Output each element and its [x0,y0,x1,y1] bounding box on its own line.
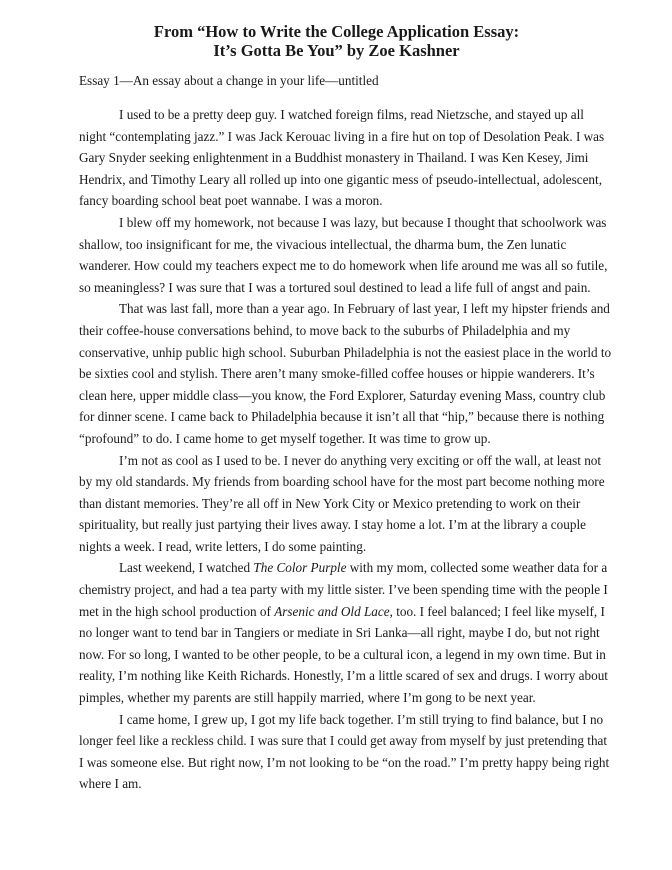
essay-label: Essay 1—An essay about a change in your life—untitled [79,73,379,88]
paragraph-5-part-2: with my mom, collected some weather data for a chemistry project, and had a tea party with my little sister. I’ve been spending time with the people I met in the high school production of [79,560,608,619]
title-line-2: It’s Gotta Be You” by Zoe Kashner [213,41,460,60]
paragraph-2: I blew off my homework, not because I was lazy, but because I thought that schoolwork was shallow, too insignificant for me, the vivacious intellectual, the dharma bum, the Zen lunatic wanderer. How could my teachers expect me to do homework when life around me was all so futile, so meaningless? I was sure that I was a tortured soul destined to lead a life full of angst and pain. [79,214,608,295]
paragraph-6: I came home, I grew up, I got my life back together. I’m still trying to find balance, but I no longer feel like a reckless child. I was sure that I could get away from myself by just pretending that I was someone else. But right now, I’m not looking to be “on the road.” I’m pretty happy being right where I am. [79,711,610,792]
paragraph-5 [79,557,612,708]
essay-body [79,104,612,795]
paragraph-4: I’m not as cool as I used to be. I never do anything very exciting or off the wall, at least not by my old standards. My friends from boarding school have for the most part become nothing more than distant memories. They’re all off in New York City or Mexico pretending to work on their spirituality, but really just partying their lives away. I stay home a lot. I’m at the library a couple nights a week. I read, write letters, I do some painting. [79,452,605,554]
title-line-1: From “How to Write the College Application Essay: [153,22,520,41]
document-title [61,22,612,60]
film-title: The Color Purple [253,560,347,576]
paragraph-1: I used to be a pretty deep guy. I watched foreign films, read Nietzsche, and stayed up all night “contemplating jazz.” I was Jack Kerouac living in a fire hut on top of Desolation Peak. I was Gary Snyder seeking enlightenment in a Buddhist monastery in Thailand. I was Ken Kesey, Jimi Hendrix, and Timothy Leary all rolled up into one gigantic mess of pseudo-intellectual, adolescent, fancy boarding school beat poet wannabe. I was a moron. [79,107,605,209]
play-title: Arsenic and Old Lace [274,603,390,619]
paragraph-3: That was last fall, more than a year ago. In February of last year, I left my hipster friends and their coffee-house conversations behind, to move back to the suburbs of Philadelphia and my conservative, unhip public high school. Suburban Philadelphia is not the easiest place in the world to be sixties cool and stylish. There aren’t many smoke-filled coffee houses or hippie wanderers. It’s clean here, upper middle class—you know, the Ford Explorer, Saturday evening Mass, country club for dinner scene. I came back to Philadelphia because it isn’t all that “hip,” because there is nothing “profound” to do. I came home to get myself together. It was time to grow up. [79,301,612,446]
paragraph-5-part-1: Last weekend, I watched [119,560,254,576]
paragraph-5-part-3: , too. I feel balanced; I feel like myself, I no longer want to tend bar in Tangiers or mediate in Sri Lanka—all right, maybe I do, but not right now. For so long, I wanted to be other people, to be a cultural icon, a legend in my own time. But in reality, I’m nothing like Keith Richards. Honestly, I’m a little scared of sex and drugs. I worry about pimples, whether my parents are still happily married, where I’m gong to be next year. [79,603,608,706]
